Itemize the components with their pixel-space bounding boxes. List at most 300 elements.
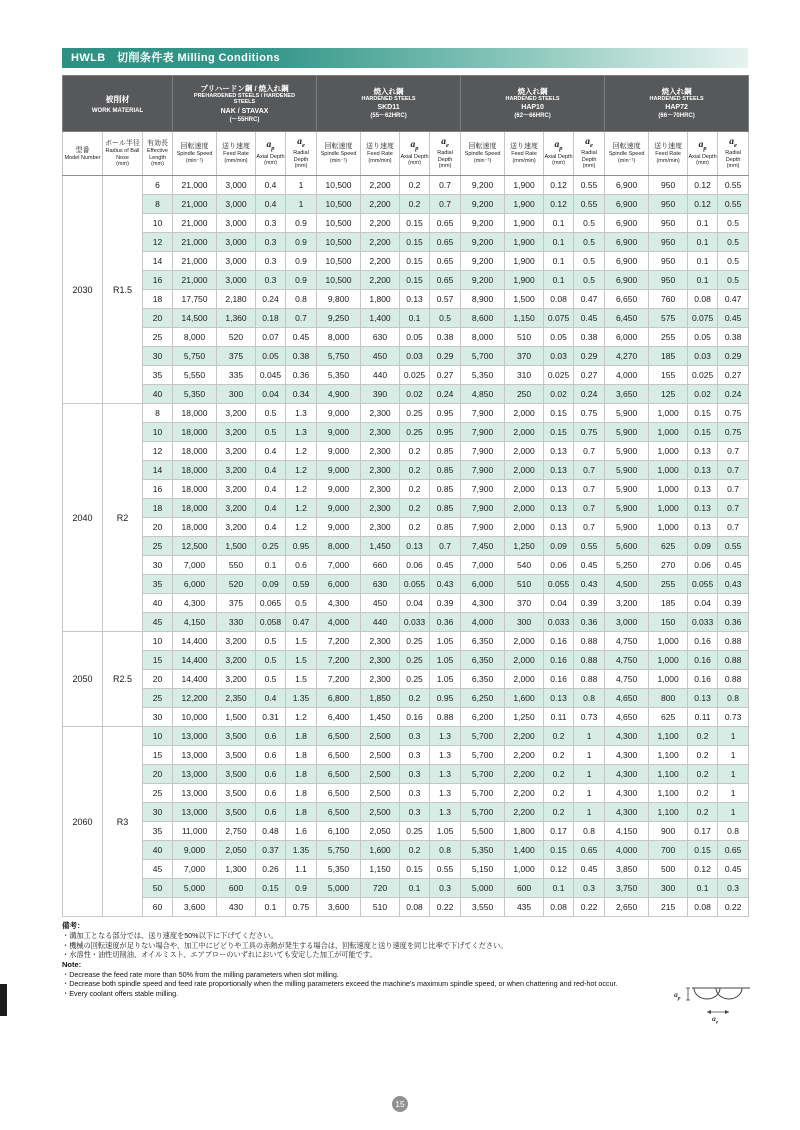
value-cell: 2,000 bbox=[505, 499, 544, 518]
effective-length-cell: 6 bbox=[143, 176, 173, 195]
value-cell: 600 bbox=[505, 879, 544, 898]
value-cell: 10,500 bbox=[317, 214, 361, 233]
effective-length-cell: 14 bbox=[143, 252, 173, 271]
value-cell: 1,400 bbox=[505, 841, 544, 860]
value-cell: 520 bbox=[217, 328, 256, 347]
value-cell: 0.55 bbox=[718, 537, 749, 556]
value-cell: 0.1 bbox=[688, 252, 718, 271]
value-cell: 0.05 bbox=[256, 347, 286, 366]
value-cell: 7,000 bbox=[461, 556, 505, 575]
value-cell: 0.2 bbox=[400, 689, 430, 708]
value-cell: 520 bbox=[217, 575, 256, 594]
milling-conditions-table bbox=[62, 75, 749, 917]
value-cell: 1,900 bbox=[505, 195, 544, 214]
param-header-cell: $a_p$ Axial Depth (mm) bbox=[400, 132, 430, 176]
table-row bbox=[63, 480, 749, 499]
value-cell: 2,300 bbox=[361, 480, 400, 499]
param-header-cell: $a_e$ Radial Depth (mm) bbox=[718, 132, 749, 176]
value-cell: 0.7 bbox=[574, 480, 605, 499]
value-cell: 9,200 bbox=[461, 271, 505, 290]
value-cell: 0.15 bbox=[400, 860, 430, 879]
effective-length-cell: 45 bbox=[143, 613, 173, 632]
value-cell: 6,500 bbox=[317, 746, 361, 765]
note-line-ja: ・溝加工となる部分では、送り速度を50%以下に下げてください。 bbox=[62, 931, 278, 940]
value-cell: 0.1 bbox=[256, 556, 286, 575]
value-cell: 1.3 bbox=[430, 727, 461, 746]
value-cell: 5,350 bbox=[173, 385, 217, 404]
effective-length-cell: 30 bbox=[143, 708, 173, 727]
value-cell: 0.2 bbox=[400, 176, 430, 195]
value-cell: 0.45 bbox=[718, 556, 749, 575]
value-cell: 10,500 bbox=[317, 233, 361, 252]
value-cell: 1,000 bbox=[649, 480, 688, 499]
value-cell: 0.3 bbox=[256, 233, 286, 252]
value-cell: 2,200 bbox=[505, 784, 544, 803]
value-cell: 8,000 bbox=[317, 537, 361, 556]
value-cell: 300 bbox=[505, 613, 544, 632]
value-cell: 0.13 bbox=[544, 442, 574, 461]
value-cell: 1 bbox=[574, 727, 605, 746]
value-cell: 0.15 bbox=[688, 404, 718, 423]
value-cell: 0.055 bbox=[544, 575, 574, 594]
value-cell: 255 bbox=[649, 328, 688, 347]
value-cell: 0.22 bbox=[718, 898, 749, 917]
value-cell: 0.5 bbox=[718, 271, 749, 290]
value-cell: 14,400 bbox=[173, 670, 217, 689]
value-cell: 5,150 bbox=[461, 860, 505, 879]
value-cell: 0.36 bbox=[430, 613, 461, 632]
value-cell: 2,500 bbox=[361, 784, 400, 803]
work-material-header bbox=[63, 76, 173, 132]
value-cell: 0.16 bbox=[544, 651, 574, 670]
model-number-cell: 2030 bbox=[63, 176, 103, 404]
value-cell: 2,000 bbox=[505, 480, 544, 499]
value-cell: 0.03 bbox=[400, 347, 430, 366]
value-cell: 6,350 bbox=[461, 632, 505, 651]
value-cell: 0.45 bbox=[718, 860, 749, 879]
value-cell: 4,650 bbox=[605, 689, 649, 708]
value-cell: 2,500 bbox=[361, 746, 400, 765]
effective-length-cell: 20 bbox=[143, 518, 173, 537]
value-cell: 21,000 bbox=[173, 176, 217, 195]
value-cell: 6,800 bbox=[317, 689, 361, 708]
value-cell: 300 bbox=[649, 879, 688, 898]
value-cell: 0.06 bbox=[688, 556, 718, 575]
value-cell: 7,900 bbox=[461, 404, 505, 423]
value-cell: 0.3 bbox=[430, 879, 461, 898]
value-cell: 0.37 bbox=[256, 841, 286, 860]
model-number-cell: 2050 bbox=[63, 632, 103, 727]
table-row bbox=[63, 537, 749, 556]
value-cell: 0.4 bbox=[256, 518, 286, 537]
value-cell: 1,100 bbox=[649, 765, 688, 784]
value-cell: 3,200 bbox=[605, 594, 649, 613]
value-cell: 18,000 bbox=[173, 480, 217, 499]
value-cell: 1,000 bbox=[649, 651, 688, 670]
value-cell: 18,000 bbox=[173, 423, 217, 442]
value-cell: 3,850 bbox=[605, 860, 649, 879]
value-cell: 0.15 bbox=[544, 841, 574, 860]
value-cell: 760 bbox=[649, 290, 688, 309]
value-cell: 3,200 bbox=[217, 461, 256, 480]
value-cell: 0.6 bbox=[256, 784, 286, 803]
value-cell: 0.7 bbox=[718, 480, 749, 499]
value-cell: 1.8 bbox=[286, 803, 317, 822]
value-cell: 0.24 bbox=[430, 385, 461, 404]
table-row bbox=[63, 252, 749, 271]
value-cell: 0.08 bbox=[688, 898, 718, 917]
value-cell: 3,200 bbox=[217, 480, 256, 499]
value-cell: 0.4 bbox=[256, 442, 286, 461]
value-cell: 10,500 bbox=[317, 176, 361, 195]
value-cell: 2,200 bbox=[505, 727, 544, 746]
effective-length-cell: 30 bbox=[143, 556, 173, 575]
value-cell: 0.31 bbox=[256, 708, 286, 727]
table-row bbox=[63, 309, 749, 328]
value-cell: 6,900 bbox=[605, 195, 649, 214]
value-cell: 270 bbox=[649, 556, 688, 575]
depth-diagram bbox=[674, 980, 754, 1028]
value-cell: 0.88 bbox=[430, 708, 461, 727]
value-cell: 3,000 bbox=[217, 233, 256, 252]
value-cell: 1 bbox=[718, 765, 749, 784]
value-cell: 950 bbox=[649, 271, 688, 290]
note-line-ja: ・機械の回転速度が足りない場合や、加工中にビビりや工具の赤熱が発生する場合は、回転速度と送り速度を同じ比率で下げてください。 bbox=[62, 940, 508, 950]
value-cell: 0.8 bbox=[574, 822, 605, 841]
value-cell: 0.9 bbox=[286, 233, 317, 252]
value-cell: 4,150 bbox=[173, 613, 217, 632]
param-header-cell: $a_e$ Radial Depth (mm) bbox=[574, 132, 605, 176]
table-row bbox=[63, 746, 749, 765]
value-cell: 375 bbox=[217, 594, 256, 613]
effective-length-cell: 20 bbox=[143, 765, 173, 784]
value-cell: 4,900 bbox=[317, 385, 361, 404]
param-header-cell: 回転速度 Spindle Speed (min⁻¹) bbox=[605, 132, 649, 176]
value-cell: 1 bbox=[718, 784, 749, 803]
value-cell: 21,000 bbox=[173, 195, 217, 214]
value-cell: 3,750 bbox=[605, 879, 649, 898]
value-cell: 0.8 bbox=[718, 689, 749, 708]
value-cell: 0.04 bbox=[400, 594, 430, 613]
value-cell: 1,100 bbox=[649, 803, 688, 822]
value-cell: 375 bbox=[217, 347, 256, 366]
value-cell: 2,200 bbox=[505, 765, 544, 784]
value-cell: 0.7 bbox=[574, 442, 605, 461]
value-cell: 2,200 bbox=[361, 233, 400, 252]
value-cell: 3,200 bbox=[217, 651, 256, 670]
effective-length-cell: 10 bbox=[143, 423, 173, 442]
value-cell: 0.12 bbox=[688, 195, 718, 214]
value-cell: 1.8 bbox=[286, 765, 317, 784]
value-cell: 7,900 bbox=[461, 518, 505, 537]
value-cell: 0.16 bbox=[544, 632, 574, 651]
note-line-en: ・Every coolant offers stable milling. bbox=[62, 988, 179, 998]
value-cell: 1,800 bbox=[361, 290, 400, 309]
value-cell: 5,750 bbox=[173, 347, 217, 366]
value-cell: 300 bbox=[217, 385, 256, 404]
value-cell: 0.22 bbox=[574, 898, 605, 917]
value-cell: 0.2 bbox=[544, 765, 574, 784]
value-cell: 1 bbox=[718, 727, 749, 746]
value-cell: 0.6 bbox=[256, 746, 286, 765]
value-cell: 510 bbox=[361, 898, 400, 917]
value-cell: 0.2 bbox=[544, 727, 574, 746]
value-cell: 9,200 bbox=[461, 195, 505, 214]
value-cell: 9,000 bbox=[317, 442, 361, 461]
value-cell: 18,000 bbox=[173, 518, 217, 537]
value-cell: 2,200 bbox=[361, 252, 400, 271]
value-cell: 0.16 bbox=[400, 708, 430, 727]
value-cell: 0.15 bbox=[400, 233, 430, 252]
value-cell: 4,300 bbox=[605, 803, 649, 822]
value-cell: 1.05 bbox=[430, 632, 461, 651]
value-cell: 1.5 bbox=[286, 670, 317, 689]
value-cell: 0.15 bbox=[544, 423, 574, 442]
value-cell: 0.045 bbox=[256, 366, 286, 385]
value-cell: 0.47 bbox=[718, 290, 749, 309]
material-header-row bbox=[63, 76, 749, 132]
value-cell: 4,300 bbox=[605, 765, 649, 784]
value-cell: 1,150 bbox=[505, 309, 544, 328]
value-cell: 1.2 bbox=[286, 480, 317, 499]
value-cell: 0.45 bbox=[286, 328, 317, 347]
value-cell: 3,500 bbox=[217, 727, 256, 746]
value-cell: 5,700 bbox=[461, 803, 505, 822]
table-row bbox=[63, 271, 749, 290]
value-cell: 6,650 bbox=[605, 290, 649, 309]
table-row bbox=[63, 328, 749, 347]
value-cell: 510 bbox=[505, 328, 544, 347]
value-cell: 0.05 bbox=[400, 328, 430, 347]
value-cell: 6,500 bbox=[317, 784, 361, 803]
ball-radius-cell: R1.5 bbox=[103, 176, 143, 404]
table-row bbox=[63, 423, 749, 442]
value-cell: 0.38 bbox=[430, 328, 461, 347]
value-cell: 4,300 bbox=[317, 594, 361, 613]
param-header-cell: 送り速度 Feed Rate (mm/min) bbox=[361, 132, 400, 176]
value-cell: 0.36 bbox=[718, 613, 749, 632]
value-cell: 450 bbox=[361, 594, 400, 613]
value-cell: 550 bbox=[217, 556, 256, 575]
value-cell: 1,000 bbox=[505, 860, 544, 879]
section-title: HWLB 切削条件表 Milling Conditions bbox=[71, 52, 280, 64]
value-cell: 950 bbox=[649, 195, 688, 214]
value-cell: 2,200 bbox=[505, 803, 544, 822]
value-cell: 1,900 bbox=[505, 252, 544, 271]
value-cell: 0.13 bbox=[544, 461, 574, 480]
value-cell: 2,300 bbox=[361, 670, 400, 689]
effective-length-cell: 18 bbox=[143, 290, 173, 309]
value-cell: 0.45 bbox=[430, 556, 461, 575]
value-cell: 6,400 bbox=[317, 708, 361, 727]
value-cell: 6,000 bbox=[173, 575, 217, 594]
value-cell: 0.05 bbox=[688, 328, 718, 347]
value-cell: 0.5 bbox=[256, 404, 286, 423]
value-cell: 0.15 bbox=[688, 423, 718, 442]
value-cell: 5,350 bbox=[317, 366, 361, 385]
value-cell: 0.2 bbox=[400, 518, 430, 537]
value-cell: 0.2 bbox=[400, 461, 430, 480]
value-cell: 0.22 bbox=[430, 898, 461, 917]
value-cell: 9,200 bbox=[461, 233, 505, 252]
value-cell: 0.88 bbox=[718, 651, 749, 670]
value-cell: 6,500 bbox=[317, 765, 361, 784]
param-header-cell: 回転速度 Spindle Speed (min⁻¹) bbox=[317, 132, 361, 176]
value-cell: 0.85 bbox=[430, 518, 461, 537]
value-cell: 12,200 bbox=[173, 689, 217, 708]
value-cell: 0.12 bbox=[544, 195, 574, 214]
value-cell: 0.3 bbox=[400, 727, 430, 746]
value-cell: 5,700 bbox=[461, 347, 505, 366]
value-cell: 0.2 bbox=[688, 727, 718, 746]
value-cell: 6,500 bbox=[317, 727, 361, 746]
value-cell: 1.05 bbox=[430, 670, 461, 689]
value-cell: 0.1 bbox=[256, 898, 286, 917]
value-cell: 2,000 bbox=[505, 461, 544, 480]
value-cell: 1,150 bbox=[361, 860, 400, 879]
value-cell: 0.75 bbox=[718, 423, 749, 442]
value-cell: 0.1 bbox=[544, 252, 574, 271]
value-cell: 0.88 bbox=[574, 632, 605, 651]
value-cell: 2,300 bbox=[361, 499, 400, 518]
value-cell: 0.15 bbox=[688, 841, 718, 860]
value-cell: 4,300 bbox=[605, 727, 649, 746]
value-cell: 5,900 bbox=[605, 499, 649, 518]
value-cell: 2,000 bbox=[505, 518, 544, 537]
value-cell: 0.15 bbox=[400, 271, 430, 290]
value-cell: 0.7 bbox=[718, 518, 749, 537]
value-cell: 2,200 bbox=[361, 176, 400, 195]
value-cell: 0.5 bbox=[286, 594, 317, 613]
value-cell: 1.2 bbox=[286, 708, 317, 727]
value-cell: 6,900 bbox=[605, 214, 649, 233]
param-header-cell: $a_e$ Radial Depth (mm) bbox=[430, 132, 461, 176]
note-line-en: ・Decrease both spindle speed and feed rate proportionally when the milling parameters exceed the machine's maximum spindle speed, or when chattering and red-hot occur. bbox=[62, 979, 618, 989]
value-cell: 2,300 bbox=[361, 423, 400, 442]
value-cell: 1 bbox=[286, 195, 317, 214]
value-cell: 17,750 bbox=[173, 290, 217, 309]
value-cell: 0.39 bbox=[718, 594, 749, 613]
value-cell: 1,000 bbox=[649, 461, 688, 480]
value-cell: 0.24 bbox=[718, 385, 749, 404]
work-material-ja: 被削材 bbox=[105, 94, 130, 104]
ball-radius-cell: R2.5 bbox=[103, 632, 143, 727]
value-cell: 150 bbox=[649, 613, 688, 632]
value-cell: 1,000 bbox=[649, 442, 688, 461]
table-row bbox=[63, 499, 749, 518]
value-cell: 0.43 bbox=[430, 575, 461, 594]
value-cell: 0.43 bbox=[718, 575, 749, 594]
value-cell: 0.3 bbox=[718, 879, 749, 898]
value-cell: 2,300 bbox=[361, 404, 400, 423]
value-cell: 0.45 bbox=[574, 309, 605, 328]
value-cell: 8,600 bbox=[461, 309, 505, 328]
value-cell: 1.3 bbox=[430, 765, 461, 784]
value-cell: 21,000 bbox=[173, 233, 217, 252]
effective-length-cell: 25 bbox=[143, 537, 173, 556]
value-cell: 310 bbox=[505, 366, 544, 385]
value-cell: 13,000 bbox=[173, 746, 217, 765]
value-cell: 0.1 bbox=[544, 879, 574, 898]
value-cell: 14,400 bbox=[173, 651, 217, 670]
table-row bbox=[63, 214, 749, 233]
value-cell: 10,500 bbox=[317, 271, 361, 290]
value-cell: 1,250 bbox=[505, 537, 544, 556]
value-cell: 1.8 bbox=[286, 727, 317, 746]
value-cell: 0.29 bbox=[430, 347, 461, 366]
table-row bbox=[63, 347, 749, 366]
value-cell: 7,450 bbox=[461, 537, 505, 556]
value-cell: 0.9 bbox=[286, 879, 317, 898]
value-cell: 4,150 bbox=[605, 822, 649, 841]
value-cell: 0.9 bbox=[286, 214, 317, 233]
value-cell: 9,000 bbox=[317, 480, 361, 499]
value-cell: 0.38 bbox=[718, 328, 749, 347]
value-cell: 18,000 bbox=[173, 442, 217, 461]
value-cell: 7,200 bbox=[317, 670, 361, 689]
param-header-cell: $a_p$ Axial Depth (mm) bbox=[256, 132, 286, 176]
value-cell: 0.3 bbox=[256, 252, 286, 271]
value-cell: 1.5 bbox=[286, 632, 317, 651]
value-cell: 0.88 bbox=[718, 632, 749, 651]
value-cell: 2,050 bbox=[217, 841, 256, 860]
value-cell: 3,200 bbox=[217, 670, 256, 689]
value-cell: 1.1 bbox=[286, 860, 317, 879]
value-cell: 5,000 bbox=[317, 879, 361, 898]
value-cell: 0.09 bbox=[544, 537, 574, 556]
value-cell: 2,300 bbox=[361, 442, 400, 461]
value-cell: 0.88 bbox=[574, 651, 605, 670]
value-cell: 0.8 bbox=[574, 689, 605, 708]
effective-length-cell: 35 bbox=[143, 822, 173, 841]
value-cell: 950 bbox=[649, 252, 688, 271]
value-cell: 1.3 bbox=[430, 784, 461, 803]
table-row bbox=[63, 556, 749, 575]
value-cell: 0.4 bbox=[256, 689, 286, 708]
value-cell: 1,500 bbox=[217, 708, 256, 727]
value-cell: 0.02 bbox=[400, 385, 430, 404]
param-header-row bbox=[63, 132, 749, 176]
value-cell: 0.55 bbox=[718, 195, 749, 214]
value-cell: 0.15 bbox=[256, 879, 286, 898]
table-row bbox=[63, 651, 749, 670]
value-cell: 3,200 bbox=[217, 518, 256, 537]
value-cell: 1.8 bbox=[286, 746, 317, 765]
value-cell: 0.95 bbox=[430, 404, 461, 423]
value-cell: 7,200 bbox=[317, 651, 361, 670]
table-row bbox=[63, 898, 749, 917]
value-cell: 0.13 bbox=[400, 290, 430, 309]
value-cell: 0.09 bbox=[688, 537, 718, 556]
value-cell: 0.25 bbox=[400, 670, 430, 689]
value-cell: 0.03 bbox=[544, 347, 574, 366]
length-header-cell: 有効長 Effective Length (mm) bbox=[143, 132, 173, 176]
value-cell: 0.12 bbox=[544, 176, 574, 195]
value-cell: 500 bbox=[649, 860, 688, 879]
effective-length-cell: 40 bbox=[143, 841, 173, 860]
value-cell: 4,000 bbox=[605, 366, 649, 385]
ap-depth-label: $a_p$ bbox=[674, 990, 681, 1002]
value-cell: 0.7 bbox=[718, 442, 749, 461]
steel-group-header-nak-stavax: プリハードン鋼 / 焼入れ鋼 PREHARDENED STEELS / HARDENED STEELS NAK / STAVAX (～55HRC) bbox=[173, 76, 317, 132]
value-cell: 0.025 bbox=[400, 366, 430, 385]
value-cell: 3,650 bbox=[605, 385, 649, 404]
value-cell: 600 bbox=[217, 879, 256, 898]
value-cell: 0.06 bbox=[544, 556, 574, 575]
value-cell: 3,600 bbox=[173, 898, 217, 917]
value-cell: 0.38 bbox=[574, 328, 605, 347]
value-cell: 6,500 bbox=[317, 803, 361, 822]
